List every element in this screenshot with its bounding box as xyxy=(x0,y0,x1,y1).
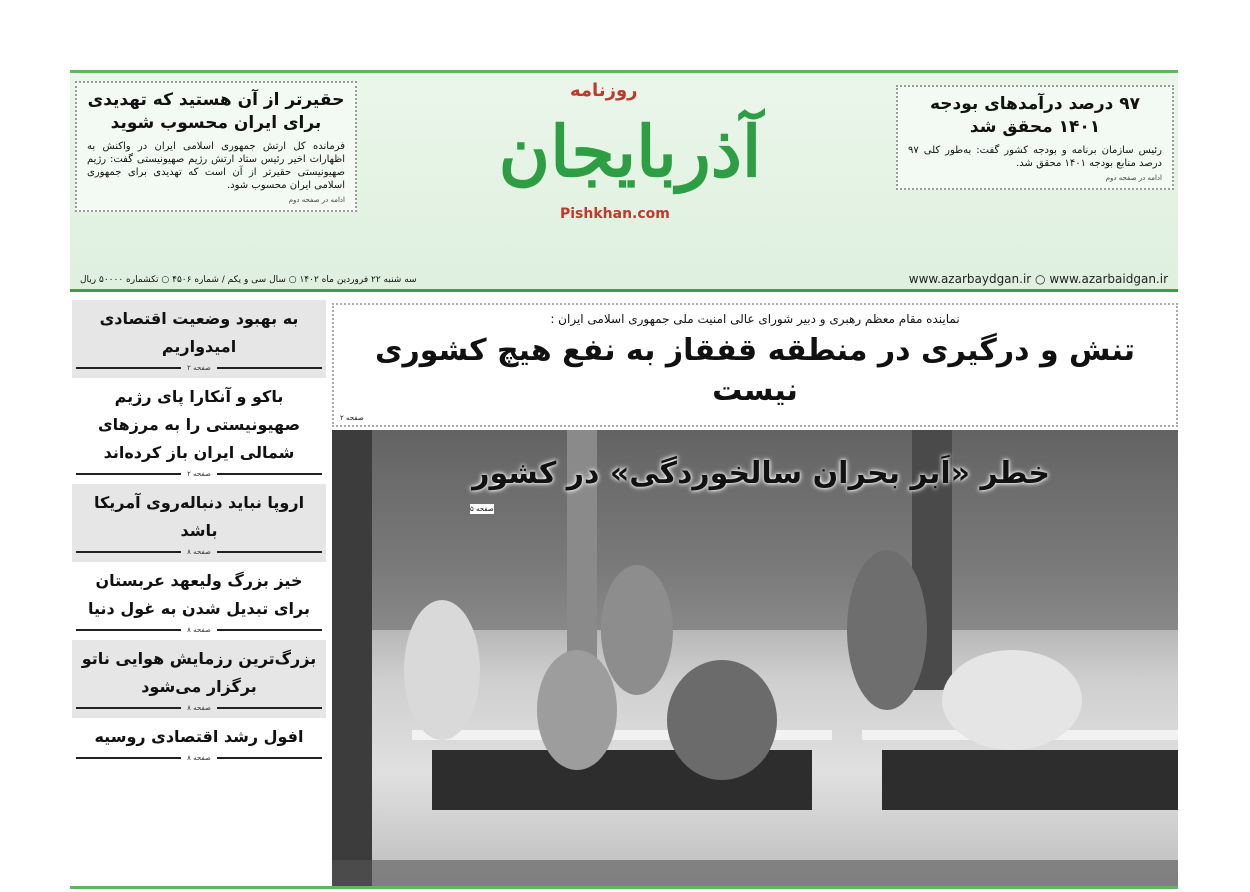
page-ref: صفحه ۸ xyxy=(76,703,322,713)
sidebar-item[interactable] xyxy=(72,718,326,768)
website-links[interactable]: www.azarbaydgan.ir ○ www.azarbaidgan.ir xyxy=(908,272,1168,286)
sidebar-item-title: اروپا نباید دنباله‌روی آمریکا باشد xyxy=(93,493,305,540)
newspaper-logo xyxy=(370,77,890,267)
sidebar-item[interactable] xyxy=(72,378,326,484)
page-ref: صفحه ۲ xyxy=(340,414,364,422)
left-teaser-title: حقیرتر از آن هستید که تهدیدی برای ایران محسوب شوید xyxy=(87,90,345,133)
lead-story[interactable] xyxy=(332,303,1178,427)
bottom-rule xyxy=(70,886,1178,889)
main-column xyxy=(332,303,1178,886)
sidebar-item[interactable] xyxy=(72,640,326,718)
sidebar-item[interactable] xyxy=(72,300,326,378)
feature-photo[interactable] xyxy=(332,430,1178,886)
right-teaser-title: ۹۷ درصد درآمدهای بودجه ۱۴۰۱ محقق شد xyxy=(929,94,1141,137)
sidebar-item[interactable] xyxy=(72,484,326,562)
sidebar-headlines xyxy=(72,300,326,768)
sidebar-item-title: افول رشد اقتصادی روسیه xyxy=(94,727,304,746)
watermark: Pishkhan.com xyxy=(560,206,670,222)
left-teaser[interactable] xyxy=(75,81,357,212)
sidebar-item-title: خیز بزرگ ولیعهد عربستان برای تبدیل شدن به غول دنیا xyxy=(88,571,310,618)
page-ref: صفحه ۲ xyxy=(76,469,322,479)
photo-headline: خطر «اَبر بحران سالخوردگی» در کشور xyxy=(472,456,1050,491)
page-ref: صفحه ۵ xyxy=(470,505,494,513)
right-teaser-more: ادامه در صفحه دوم xyxy=(1105,174,1162,182)
logo-text: آذربایجان xyxy=(498,110,762,193)
lead-headline: تنش و درگیری در منطقه قفقاز به نفع هیچ کشوری نیست xyxy=(375,333,1135,408)
page-ref: صفحه ۸ xyxy=(76,753,322,763)
elderly-men-on-benches-photo xyxy=(332,430,1178,886)
logo-sub: روزنامه xyxy=(570,80,638,101)
page-ref: صفحه ۸ xyxy=(76,625,322,635)
right-teaser[interactable] xyxy=(896,85,1174,190)
sidebar-item[interactable] xyxy=(72,562,326,640)
sidebar-item-title: به بهبود وضعیت اقتصادی امیدواریم xyxy=(99,309,299,356)
page-ref: صفحه ۸ xyxy=(76,547,322,557)
left-teaser-more: ادامه در صفحه دوم xyxy=(288,196,345,204)
sidebar-item-title: باکو و آنکارا پای رژیم صهیونیستی را به مرزهای شمالی ایران باز کرده‌اند xyxy=(97,387,301,462)
right-teaser-body: رئیس سازمان برنامه و بودجه کشور گفت: به‌طور کلی ۹۷ درصد منابع بودجه ۱۴۰۱ محقق شد. xyxy=(908,145,1162,169)
left-teaser-body: فرمانده کل ارتش جمهوری اسلامی ایران در واکنش به اظهارات اخیر رئیس ستاد ارتش رژیم صهیونیستی گفت: رژیم صهیونیستی حقیرتر از آن است که تهدیدی برای جمهوری اسلامی ایران محسوب شود. xyxy=(87,141,345,191)
sidebar-item-title: بزرگ‌ترین رزمایش هوایی ناتو برگزار می‌شود xyxy=(81,649,317,696)
masthead xyxy=(70,70,1178,292)
page-ref: صفحه ۲ xyxy=(76,363,322,373)
lead-kicker: نماینده مقام معظم رهبری و دبیر شورای عالی امنیت ملی جمهوری اسلامی ایران : xyxy=(550,312,960,326)
dateline: سه شنبه ۲۲ فروردین ماه ۱۴۰۲ ○ سال سی و یکم / شماره ۴۵۰۶ ○ تکشماره ۵۰۰۰۰ ریال xyxy=(80,275,417,285)
